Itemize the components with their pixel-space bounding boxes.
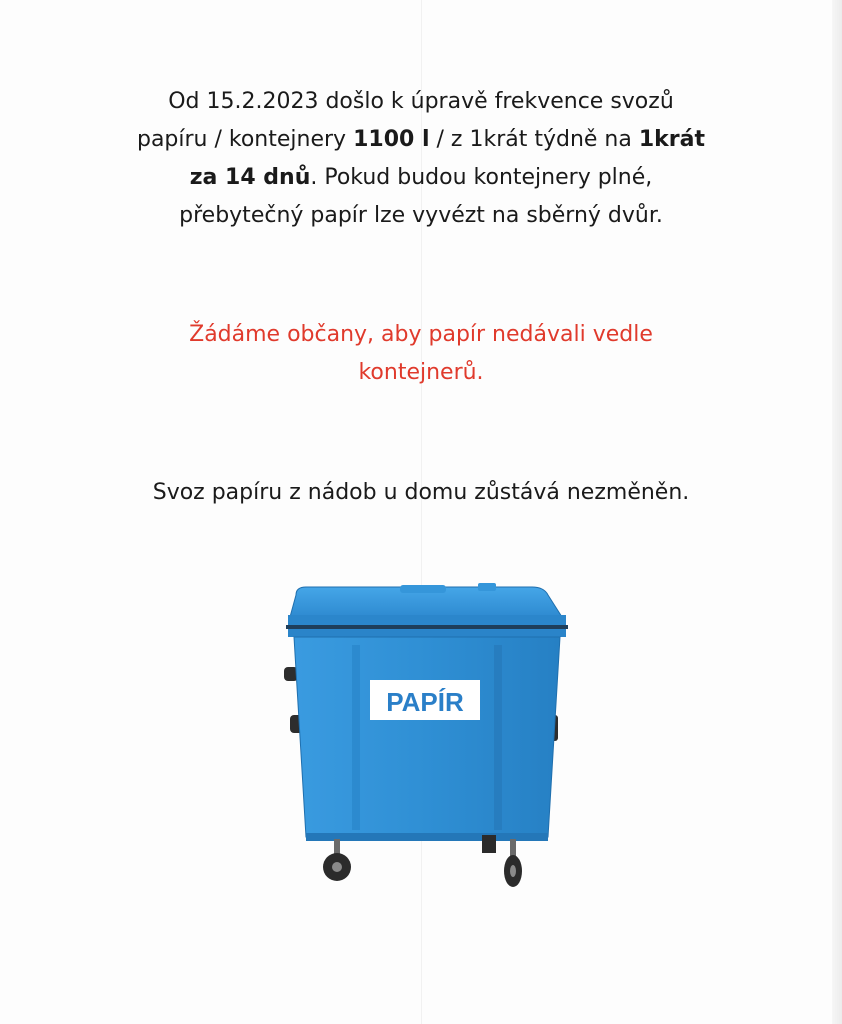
p3-line-1: Svoz papíru z nádob u domu zůstává nezměněn. bbox=[152, 480, 690, 505]
household-collection-paragraph bbox=[0, 474, 842, 512]
warning-paragraph bbox=[0, 316, 842, 392]
p2-line-2: kontejnerů. bbox=[358, 360, 484, 385]
p1-line-3-b: . Pokud budou kontejnery plné, bbox=[310, 165, 653, 190]
paper-container-illustration bbox=[282, 575, 572, 895]
p1-line-1: Od 15.2.2023 došlo k úpravě frekvence svozů bbox=[168, 89, 674, 114]
p1-line-2 bbox=[0, 121, 842, 159]
p2-line-1: Žádáme občany, aby papír nedávali vedle bbox=[189, 322, 653, 347]
container-volume: 1100 l bbox=[353, 127, 430, 152]
p1-line-2-c: / z 1krát týdně na bbox=[429, 127, 639, 152]
new-frequency-a: 1krát bbox=[638, 127, 705, 152]
frequency-change-paragraph bbox=[0, 83, 842, 235]
p1-line-4: přebytečný papír lze vyvézt na sběrný dvůr. bbox=[179, 203, 663, 228]
new-frequency-b: za 14 dnů bbox=[189, 165, 311, 190]
p1-line-3 bbox=[0, 159, 842, 197]
paper-container-image bbox=[282, 575, 572, 895]
p1-line-2-a: papíru / kontejnery bbox=[136, 127, 354, 152]
bin-label: PAPÍR bbox=[386, 687, 464, 717]
